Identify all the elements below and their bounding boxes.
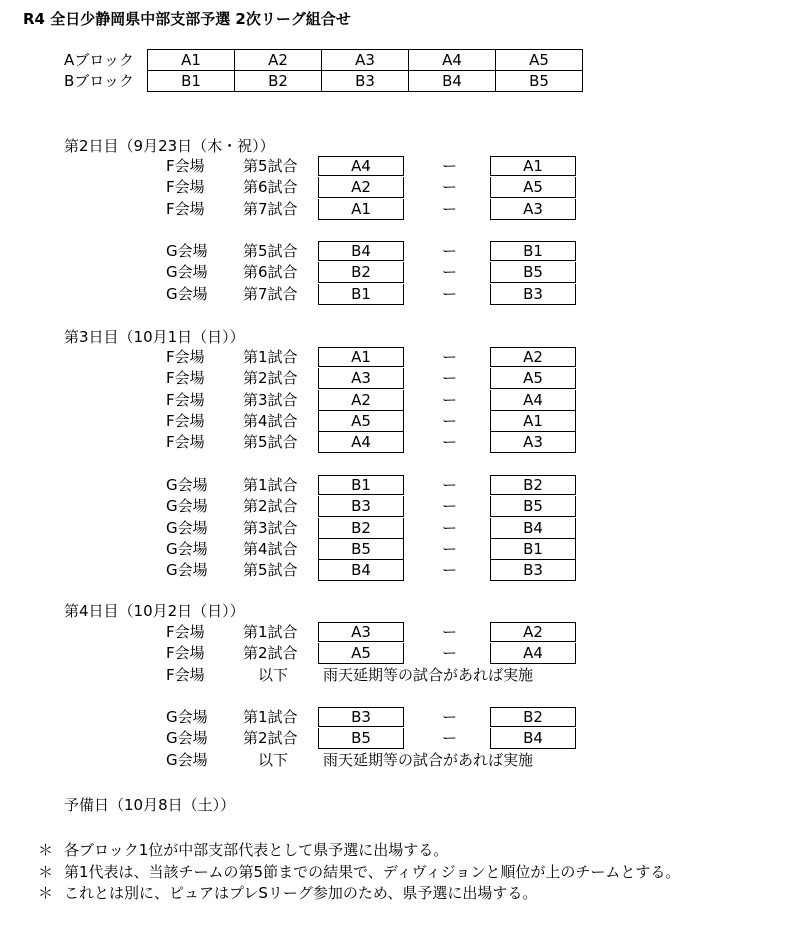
venue-label: F会場 <box>166 411 205 430</box>
block-label: Aブロック <box>64 51 134 69</box>
venue-label: G会場 <box>166 708 208 726</box>
home-team-cell: B4 <box>318 560 404 581</box>
block-team-cell: A5 <box>496 49 583 70</box>
game-label: 第1試合 <box>243 708 298 726</box>
block-team-cell: B2 <box>235 70 322 92</box>
game-label: 第1試合 <box>243 348 298 366</box>
block-team-cell: B1 <box>148 70 235 92</box>
venue-label: G会場 <box>166 497 208 516</box>
home-team-cell: B1 <box>318 284 404 305</box>
game-label: 第7試合 <box>243 284 298 303</box>
venue-label: G会場 <box>166 539 208 558</box>
venue-label: F会場 <box>166 199 205 218</box>
note-mark: ＊ <box>38 884 54 902</box>
versus-dash: ー <box>442 561 458 580</box>
home-team-cell: A4 <box>318 432 404 453</box>
home-team-cell: A3 <box>318 622 404 642</box>
note-line <box>38 883 680 905</box>
versus-dash: ー <box>442 497 458 516</box>
note-mark: ＊ <box>38 841 54 859</box>
game-label: 第4試合 <box>243 411 298 430</box>
reserve-day: 予備日（10月8日（土）） <box>64 796 236 814</box>
home-team-cell: B5 <box>318 728 404 749</box>
day-heading: 第3日目（10月1日（日）） <box>64 328 245 346</box>
home-team-cell: B2 <box>318 518 404 539</box>
home-team-cell: A2 <box>318 390 404 411</box>
block-row <box>64 49 583 70</box>
game-label: 第3試合 <box>243 390 298 409</box>
note-mark: ＊ <box>38 862 54 881</box>
home-team-cell: A5 <box>318 643 404 664</box>
game-label: 第6試合 <box>243 263 298 282</box>
home-team-cell: B3 <box>318 707 404 727</box>
away-team-cell: B2 <box>490 475 576 495</box>
block-team-cell: B3 <box>322 70 409 92</box>
game-label: 第2試合 <box>243 497 298 516</box>
home-team-cell: A3 <box>318 368 404 389</box>
away-team-cell: A4 <box>490 390 576 411</box>
versus-dash: ー <box>442 476 458 494</box>
venue-label: G会場 <box>166 284 208 303</box>
game-label: 第4試合 <box>243 539 298 558</box>
versus-dash: ー <box>442 539 458 558</box>
venue-label: G会場 <box>166 476 208 494</box>
game-label: 第2試合 <box>243 729 298 748</box>
away-team-cell: A3 <box>490 199 576 220</box>
game-label: 以下 <box>258 665 289 684</box>
home-team-cell: B3 <box>318 496 404 517</box>
home-team-cell: B5 <box>318 539 404 560</box>
versus-dash: ー <box>442 157 458 175</box>
versus-dash: ー <box>442 390 458 409</box>
venue-label: G会場 <box>166 518 208 537</box>
match-note: 雨天延期等の試合があれば実施 <box>323 665 534 684</box>
versus-dash: ー <box>442 348 458 366</box>
day-heading: 第2日目（9月23日（木・祝）） <box>64 137 275 155</box>
away-team-cell: B1 <box>490 539 576 560</box>
versus-dash: ー <box>442 411 458 430</box>
versus-dash: ー <box>442 178 458 197</box>
note-text: これとは別に、ピュアはプレSリーグ参加のため、県予選に出場する。 <box>64 884 538 902</box>
match-note: 雨天延期等の試合があれば実施 <box>323 750 534 769</box>
game-label: 第5試合 <box>243 157 298 175</box>
home-team-cell: A1 <box>318 199 404 220</box>
venue-label: F会場 <box>166 369 205 388</box>
venue-label: F会場 <box>166 644 205 663</box>
note-text: 各ブロック1位が中部支部代表として県予選に出場する。 <box>64 841 449 859</box>
block-row <box>64 70 583 91</box>
block-team-cell: B5 <box>496 70 583 92</box>
page-title: R4 全日少静岡県中部支部予選 2次リーグ組合せ <box>23 10 351 28</box>
venue-label: G会場 <box>166 263 208 282</box>
versus-dash: ー <box>442 729 458 748</box>
block-label: Bブロック <box>64 72 134 90</box>
venue-label: G会場 <box>166 729 208 748</box>
game-label: 第1試合 <box>243 623 298 641</box>
away-team-cell: A5 <box>490 368 576 389</box>
game-label: 以下 <box>258 750 289 769</box>
venue-label: G会場 <box>166 750 208 769</box>
away-team-cell: B3 <box>490 560 576 581</box>
away-team-cell: A3 <box>490 432 576 453</box>
game-label: 第5試合 <box>243 561 298 580</box>
note-line <box>38 862 680 884</box>
venue-label: F会場 <box>166 348 205 366</box>
venue-label: F会場 <box>166 178 205 197</box>
venue-label: F会場 <box>166 665 205 684</box>
versus-dash: ー <box>442 242 458 260</box>
versus-dash: ー <box>442 263 458 282</box>
game-label: 第3試合 <box>243 518 298 537</box>
versus-dash: ー <box>442 284 458 303</box>
venue-label: G会場 <box>166 561 208 580</box>
game-label: 第5試合 <box>243 433 298 452</box>
venue-label: F会場 <box>166 623 205 641</box>
versus-dash: ー <box>442 518 458 537</box>
home-team-cell: A5 <box>318 411 404 432</box>
block-team-cell: A4 <box>409 49 496 70</box>
note-line <box>38 840 680 862</box>
block-team-cell: A1 <box>148 49 235 70</box>
away-team-cell: B4 <box>490 518 576 539</box>
away-team-cell: A2 <box>490 347 576 367</box>
home-team-cell: A2 <box>318 177 404 198</box>
away-team-cell: A4 <box>490 643 576 664</box>
home-team-cell: B1 <box>318 475 404 495</box>
block-team-cell: A2 <box>235 49 322 70</box>
home-team-cell: A1 <box>318 347 404 367</box>
venue-label: F会場 <box>166 390 205 409</box>
versus-dash: ー <box>442 644 458 663</box>
game-label: 第2試合 <box>243 369 298 388</box>
away-team-cell: B5 <box>490 262 576 283</box>
away-team-cell: B1 <box>490 241 576 261</box>
away-team-cell: B5 <box>490 496 576 517</box>
note-text: 第1代表は、当該チームの第5節までの結果で、ディヴィジョンと順位が上のチームとする。 <box>64 862 681 881</box>
away-team-cell: A2 <box>490 622 576 642</box>
block-team-cell: A3 <box>322 49 409 70</box>
away-team-cell: A1 <box>490 411 576 432</box>
venue-label: G会場 <box>166 242 208 260</box>
block-team-cell: B4 <box>409 70 496 92</box>
game-label: 第2試合 <box>243 644 298 663</box>
venue-label: F会場 <box>166 157 205 175</box>
game-label: 第6試合 <box>243 178 298 197</box>
away-team-cell: B3 <box>490 284 576 305</box>
away-team-cell: A5 <box>490 177 576 198</box>
day-heading: 第4日目（10月2日（日）） <box>64 602 245 620</box>
away-team-cell: A1 <box>490 156 576 176</box>
game-label: 第1試合 <box>243 476 298 494</box>
versus-dash: ー <box>442 433 458 452</box>
versus-dash: ー <box>442 199 458 218</box>
game-label: 第5試合 <box>243 242 298 260</box>
versus-dash: ー <box>442 623 458 641</box>
notes <box>38 840 680 905</box>
away-team-cell: B2 <box>490 707 576 727</box>
game-label: 第7試合 <box>243 199 298 218</box>
block-table <box>64 49 583 91</box>
away-team-cell: B4 <box>490 728 576 749</box>
versus-dash: ー <box>442 369 458 388</box>
venue-label: F会場 <box>166 433 205 452</box>
home-team-cell: B4 <box>318 241 404 261</box>
home-team-cell: B2 <box>318 262 404 283</box>
home-team-cell: A4 <box>318 156 404 176</box>
versus-dash: ー <box>442 708 458 726</box>
